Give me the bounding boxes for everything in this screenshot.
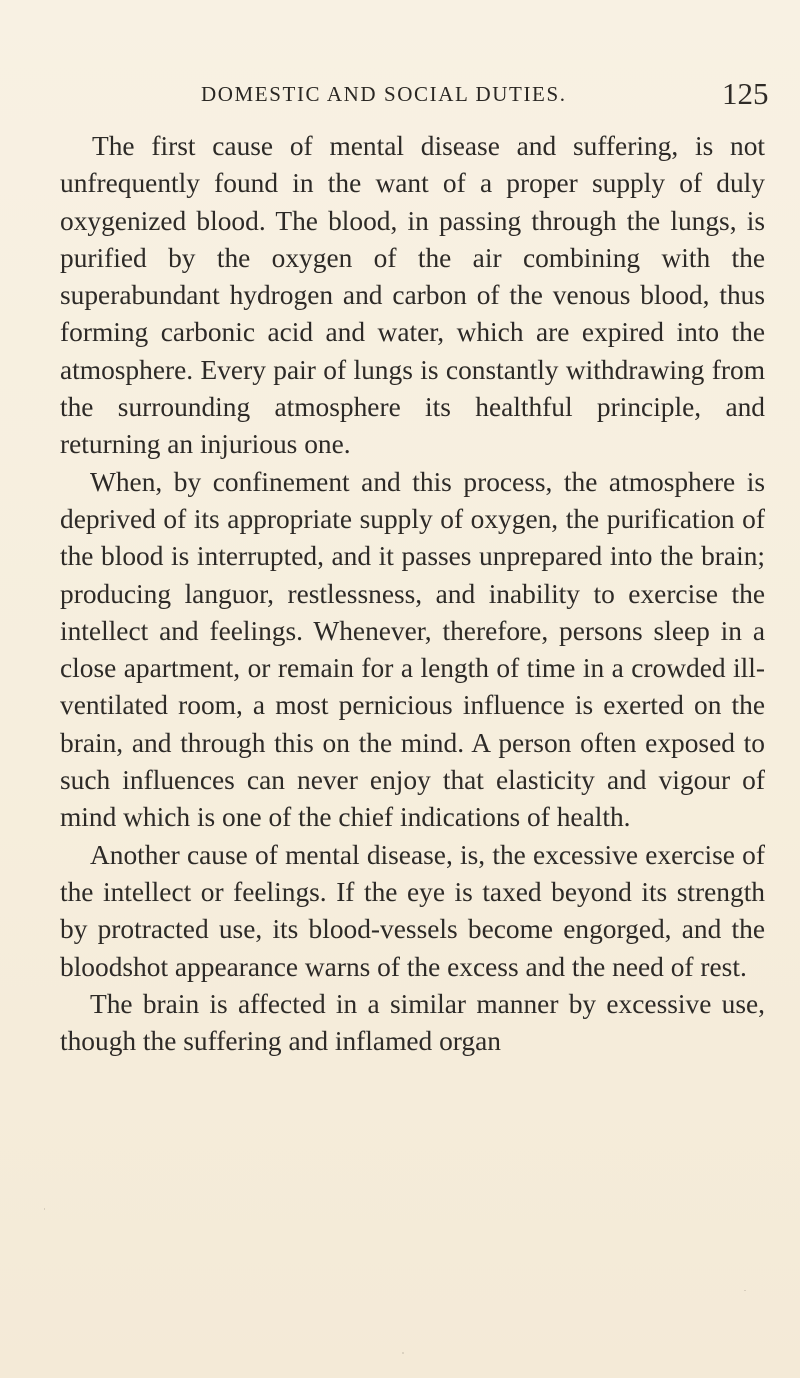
page-number: 125 [722, 76, 769, 111]
running-title: DOMESTIC AND SOCIAL DUTIES. [201, 82, 567, 106]
paragraph-1: The first cause of mental disease and suffering, is not unfrequently found in the want of a proper supply of duly oxygenized blood. The blood, in passing through the lungs, is purified by the oxygen of the air combining with the superabundant hydrogen and carbon of the venous blood, thus forming carbonic acid and water, which are expired into the atmosphere. Every pair of lungs is constantly withdrawing from the surrounding atmosphere its healthful principle, and returning an injurious one. [60, 131, 765, 460]
running-head [0, 76, 800, 114]
body-text [60, 128, 765, 1060]
paragraph-2: When, by confinement and this process, the atmosphere is deprived of its appropriate supply of oxygen, the purification of the blood is interrupted, and it passes unprepared into the brain; producing languor, restlessness, and inability to exercise the intellect and feelings. Whenever, therefore, persons sleep in a close apartment, or remain for a length of time in a crowded ill-ventilated room, a most pernicious influence is exerted on the brain, and through this on the mind. A person often exposed to such influences can never enjoy that elasticity and vigour of mind which is one of the chief indications of health. [60, 466, 765, 833]
paper-speck [402, 1352, 404, 1354]
paragraph-3: Another cause of mental disease, is, the excessive exercise of the intellect or feelings. If the eye is taxed beyond its strength by protracted use, its blood-vessels become engorged, and the bloodshot appearance warns of the excess and the need of rest. [60, 839, 765, 982]
paper-speck [744, 1290, 746, 1291]
paragraph-4: The brain is affected in a similar manner by excessive use, though the suffering and inflamed organ [60, 988, 765, 1057]
paper-speck [44, 1208, 45, 1210]
